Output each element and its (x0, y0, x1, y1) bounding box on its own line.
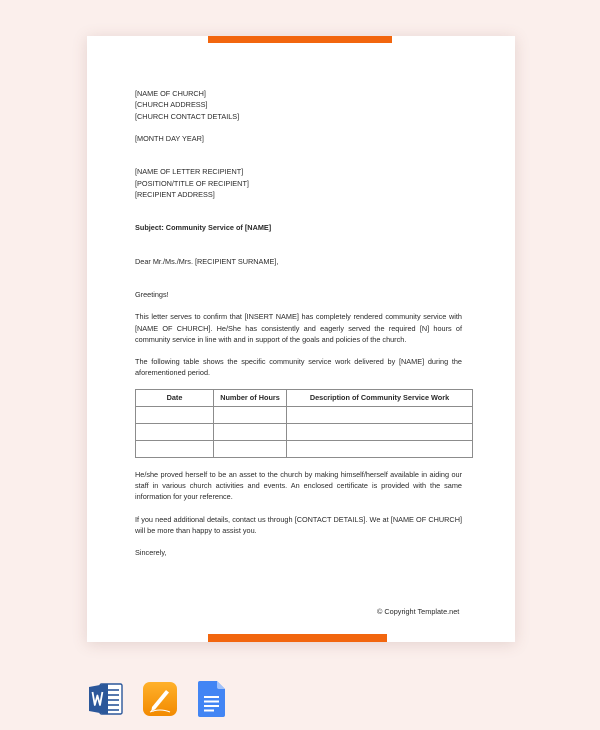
document-page (87, 36, 515, 642)
table-cell (136, 440, 214, 457)
church-address: [CHURCH ADDRESS] (135, 100, 208, 110)
table-cell (287, 406, 473, 423)
table-header-hours: Number of Hours (214, 389, 287, 406)
paragraph-4: If you need additional details, contact us through [CONTACT DETAILS]. We at [NAME OF CHURCH] will be more than happy to assist you. (135, 514, 462, 535)
table-row (136, 423, 473, 440)
table-cell (136, 406, 214, 423)
church-contact: [CHURCH CONTACT DETAILS] (135, 111, 240, 121)
service-table (135, 389, 473, 458)
letter-subject: Subject: Community Service of [NAME] (135, 223, 272, 233)
word-icon[interactable] (88, 681, 124, 722)
bottom-accent-bar (208, 634, 387, 642)
paragraph-3: He/she proved herself to be an asset to the church by making himself/herself available in aiding our staff in various church activities and events. An enclosed certificate is provided with the same information for your reference. (135, 469, 462, 502)
copyright-notice: © Copyright Template.net (377, 607, 460, 616)
recipient-position: [POSITION/TITLE OF RECIPIENT] (135, 178, 249, 188)
closing: Sincerely, (135, 548, 167, 558)
table-cell (214, 440, 287, 457)
table-row (136, 440, 473, 457)
table-header-date: Date (136, 389, 214, 406)
table-cell (136, 423, 214, 440)
table-cell (287, 440, 473, 457)
table-header-description: Description of Community Service Work (287, 389, 473, 406)
table-cell (214, 423, 287, 440)
letter-body (135, 88, 462, 559)
recipient-address: [RECIPIENT ADDRESS] (135, 190, 215, 200)
table-row (136, 406, 473, 423)
top-accent-bar (208, 36, 392, 43)
letter-date: [MONTH DAY YEAR] (135, 134, 204, 144)
salutation: Dear Mr./Ms./Mrs. [RECIPIENT SURNAME], (135, 256, 279, 266)
church-name: [NAME OF CHURCH] (135, 89, 206, 98)
google-docs-icon[interactable] (198, 681, 226, 722)
table-cell (214, 406, 287, 423)
pages-icon[interactable] (142, 681, 178, 722)
greeting: Greetings! (135, 289, 169, 299)
paragraph-2: The following table shows the specific community service work delivered by [NAME] during the aforementioned period. (135, 357, 462, 378)
recipient-name: [NAME OF LETTER RECIPIENT] (135, 167, 244, 177)
table-header-row (136, 389, 473, 406)
paragraph-1: This letter serves to confirm that [INSERT NAME] has completely rendered community service with [NAME OF CHURCH]. He/She has consistently and eagerly served the required [N] hours of community service in line with and in support of the goals and policies of the church. (135, 312, 462, 344)
table-cell (287, 423, 473, 440)
